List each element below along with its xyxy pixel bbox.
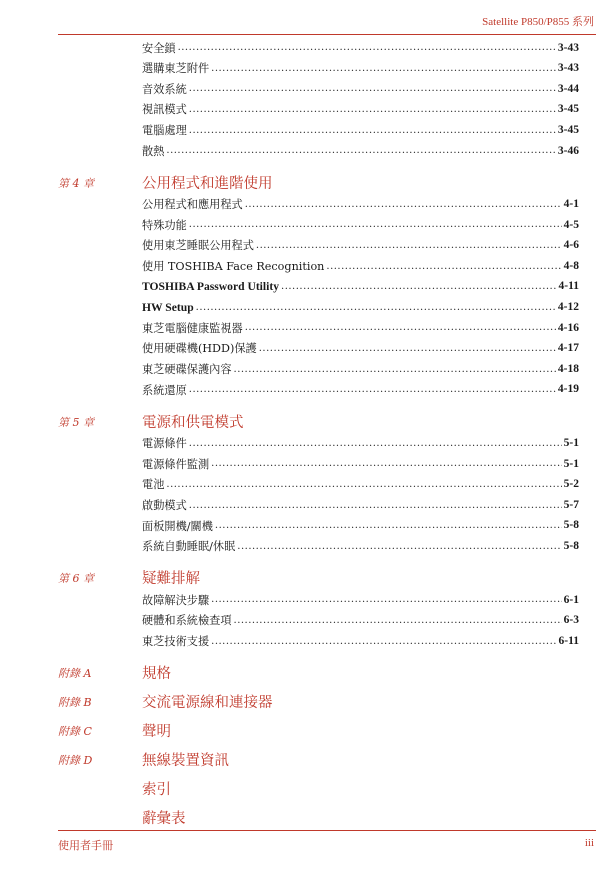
appendix-heading[interactable] <box>0 689 616 718</box>
toc-entry-page: 6-11 <box>558 634 579 647</box>
toc-entry[interactable] <box>0 120 616 141</box>
toc-leader <box>189 438 562 450</box>
toc-entry[interactable] <box>0 516 616 537</box>
appendix-heading[interactable] <box>0 660 616 689</box>
toc-entry[interactable] <box>0 256 616 277</box>
toc-leader <box>189 219 562 231</box>
toc-entry[interactable] <box>0 631 616 652</box>
toc-leader <box>196 302 556 314</box>
toc-entry[interactable] <box>0 590 616 611</box>
chapter-label: 第 6 章 <box>58 572 94 586</box>
toc-entry[interactable] <box>0 475 616 496</box>
appendix-heading[interactable] <box>0 747 616 776</box>
toc-entry[interactable] <box>0 495 616 516</box>
glossary-title: 辭彙表 <box>142 810 186 827</box>
toc-entry-page: 5-1 <box>563 437 579 450</box>
toc-entry-title: HW Setup <box>142 301 194 315</box>
toc-entry-title: 視訊模式 <box>142 103 187 117</box>
chapter-title: 公用程式和進階使用 <box>142 175 273 192</box>
toc-entry-title: 使用硬碟機(HDD)保護 <box>142 342 257 356</box>
chapter-label: 第 4 章 <box>58 176 94 190</box>
toc-leader <box>189 125 556 137</box>
toc-entry-page: 4-11 <box>558 280 579 293</box>
toc-entry-title: 啟動模式 <box>142 498 187 512</box>
toc-entry[interactable] <box>0 434 616 455</box>
toc-leader <box>215 520 562 532</box>
toc-entry[interactable] <box>0 215 616 236</box>
toc-leader <box>211 636 556 648</box>
toc-entry-page: 4-19 <box>557 383 579 396</box>
toc-entry-page: 4-1 <box>563 198 579 211</box>
toc-entry-page: 4-16 <box>557 321 579 334</box>
appendix-label: 附錄 C <box>58 724 92 738</box>
toc-entry-title: 電源條件 <box>142 437 187 451</box>
toc-entry-title: 電池 <box>142 478 165 492</box>
page-number: iii <box>584 837 594 849</box>
chapter-title: 電源和供電模式 <box>142 414 244 431</box>
toc-entry-page: 4-8 <box>563 259 579 272</box>
toc-entry-page: 4-6 <box>563 239 579 252</box>
toc-entry-title: 使用東芝睡眠公用程式 <box>142 239 254 253</box>
toc-entry[interactable] <box>0 100 616 121</box>
appendix-title: 規格 <box>142 665 171 682</box>
toc-entry[interactable] <box>0 38 616 59</box>
toc-leader <box>189 83 556 95</box>
toc-entry-title: 使用 TOSHIBA Face Recognition <box>142 260 325 274</box>
chapter-label: 第 5 章 <box>58 415 94 429</box>
toc-entry[interactable] <box>0 339 616 360</box>
toc-leader <box>189 104 556 116</box>
toc-entry-page: 3-44 <box>557 82 579 95</box>
toc-entry[interactable] <box>0 236 616 257</box>
toc-entry-page: 4-5 <box>563 218 579 231</box>
chapter-title: 疑難排解 <box>142 571 200 588</box>
toc-leader <box>189 384 556 396</box>
chapter-heading[interactable] <box>0 565 616 590</box>
toc-leader <box>245 199 562 211</box>
toc-entry-title: TOSHIBA Password Utility <box>142 280 280 294</box>
toc-leader <box>166 145 556 157</box>
toc-entry[interactable] <box>0 141 616 162</box>
toc-leader <box>189 500 562 512</box>
toc-entry-page: 5-2 <box>563 478 579 491</box>
toc-entry[interactable] <box>0 318 616 339</box>
index-heading[interactable] <box>0 776 616 805</box>
appendix-label: 附錄 B <box>58 695 92 709</box>
toc-entry-page: 3-45 <box>557 123 579 136</box>
toc-leader <box>178 42 556 54</box>
toc-entry-title: 系統自動睡眠/休眠 <box>142 540 236 554</box>
toc-entry[interactable] <box>0 611 616 632</box>
toc-entry[interactable] <box>0 79 616 100</box>
chapter-heading[interactable] <box>0 409 616 434</box>
toc-leader <box>211 594 562 606</box>
toc-leader <box>281 281 557 293</box>
toc-entry-title: 系統還原 <box>142 383 187 397</box>
toc-entry-title: 電源條件監測 <box>142 457 210 471</box>
toc-entry-page: 3-46 <box>557 144 579 157</box>
toc-entry-page: 4-17 <box>557 342 579 355</box>
header-model: Satellite P850/P855 系列 <box>482 16 594 28</box>
toc <box>0 38 616 834</box>
toc-entry-title: 面板開機/關機 <box>142 519 213 533</box>
toc-entry-page: 5-7 <box>563 498 579 511</box>
toc-leader <box>234 615 562 627</box>
toc-entry[interactable] <box>0 59 616 80</box>
toc-entry-page: 3-43 <box>557 41 579 54</box>
appendix-title: 無線裝置資訊 <box>142 752 229 769</box>
toc-entry[interactable] <box>0 277 616 298</box>
toc-leader <box>259 343 556 355</box>
toc-entry[interactable] <box>0 380 616 401</box>
toc-entry[interactable] <box>0 359 616 380</box>
toc-entry[interactable] <box>0 454 616 475</box>
appendix-title: 聲明 <box>142 723 171 740</box>
toc-entry-title: 選購東芝附件 <box>142 62 210 76</box>
toc-entry-page: 5-1 <box>563 457 579 470</box>
toc-entry-title: 特殊功能 <box>142 218 187 232</box>
appendix-label: 附錄 A <box>58 666 92 680</box>
toc-entry-title: 安全鎖 <box>142 41 176 55</box>
toc-entry-title: 東芝電腦健康監視器 <box>142 321 243 335</box>
toc-entry-title: 散熱 <box>142 144 165 158</box>
toc-entry-title: 東芝硬碟保護內容 <box>142 363 232 376</box>
chapter-heading[interactable] <box>0 170 616 195</box>
toc-entry-title: 電腦處理 <box>142 124 187 138</box>
toc-entry-page: 3-45 <box>557 103 579 116</box>
toc-leader <box>326 261 561 273</box>
toc-entry-page: 6-1 <box>563 593 579 606</box>
toc-leader <box>166 479 561 491</box>
toc-entry[interactable] <box>0 536 616 557</box>
toc-entry-page: 4-18 <box>557 362 579 375</box>
toc-entry[interactable] <box>0 195 616 216</box>
appendix-label: 附錄 D <box>58 753 93 767</box>
toc-entry[interactable] <box>0 298 616 319</box>
appendix-heading[interactable] <box>0 718 616 747</box>
footer-manual-name: 使用者手冊 <box>58 839 113 852</box>
toc-leader <box>245 322 556 334</box>
toc-entry-title: 故障解決步驟 <box>142 593 210 607</box>
footer-rule <box>58 830 596 831</box>
toc-entry-title: 公用程式和應用程式 <box>142 198 243 212</box>
toc-entry-page: 6-3 <box>563 614 579 627</box>
toc-entry-page: 4-12 <box>557 301 579 314</box>
toc-leader <box>237 541 561 553</box>
toc-entry-title: 硬體和系統檢查項 <box>142 614 232 628</box>
toc-entry-title: 東芝技術支援 <box>142 634 210 648</box>
toc-entry-page: 5-8 <box>563 540 579 553</box>
header-rule <box>58 34 596 35</box>
toc-entry-page: 3-43 <box>557 62 579 75</box>
toc-leader <box>211 63 556 75</box>
toc-leader <box>256 240 562 252</box>
appendix-title: 交流電源線和連接器 <box>142 694 273 711</box>
toc-leader <box>234 364 556 376</box>
toc-entry-page: 5-8 <box>563 519 579 532</box>
toc-entry-title: 音效系統 <box>142 82 187 96</box>
index-title: 索引 <box>142 781 171 798</box>
toc-leader <box>211 458 562 470</box>
